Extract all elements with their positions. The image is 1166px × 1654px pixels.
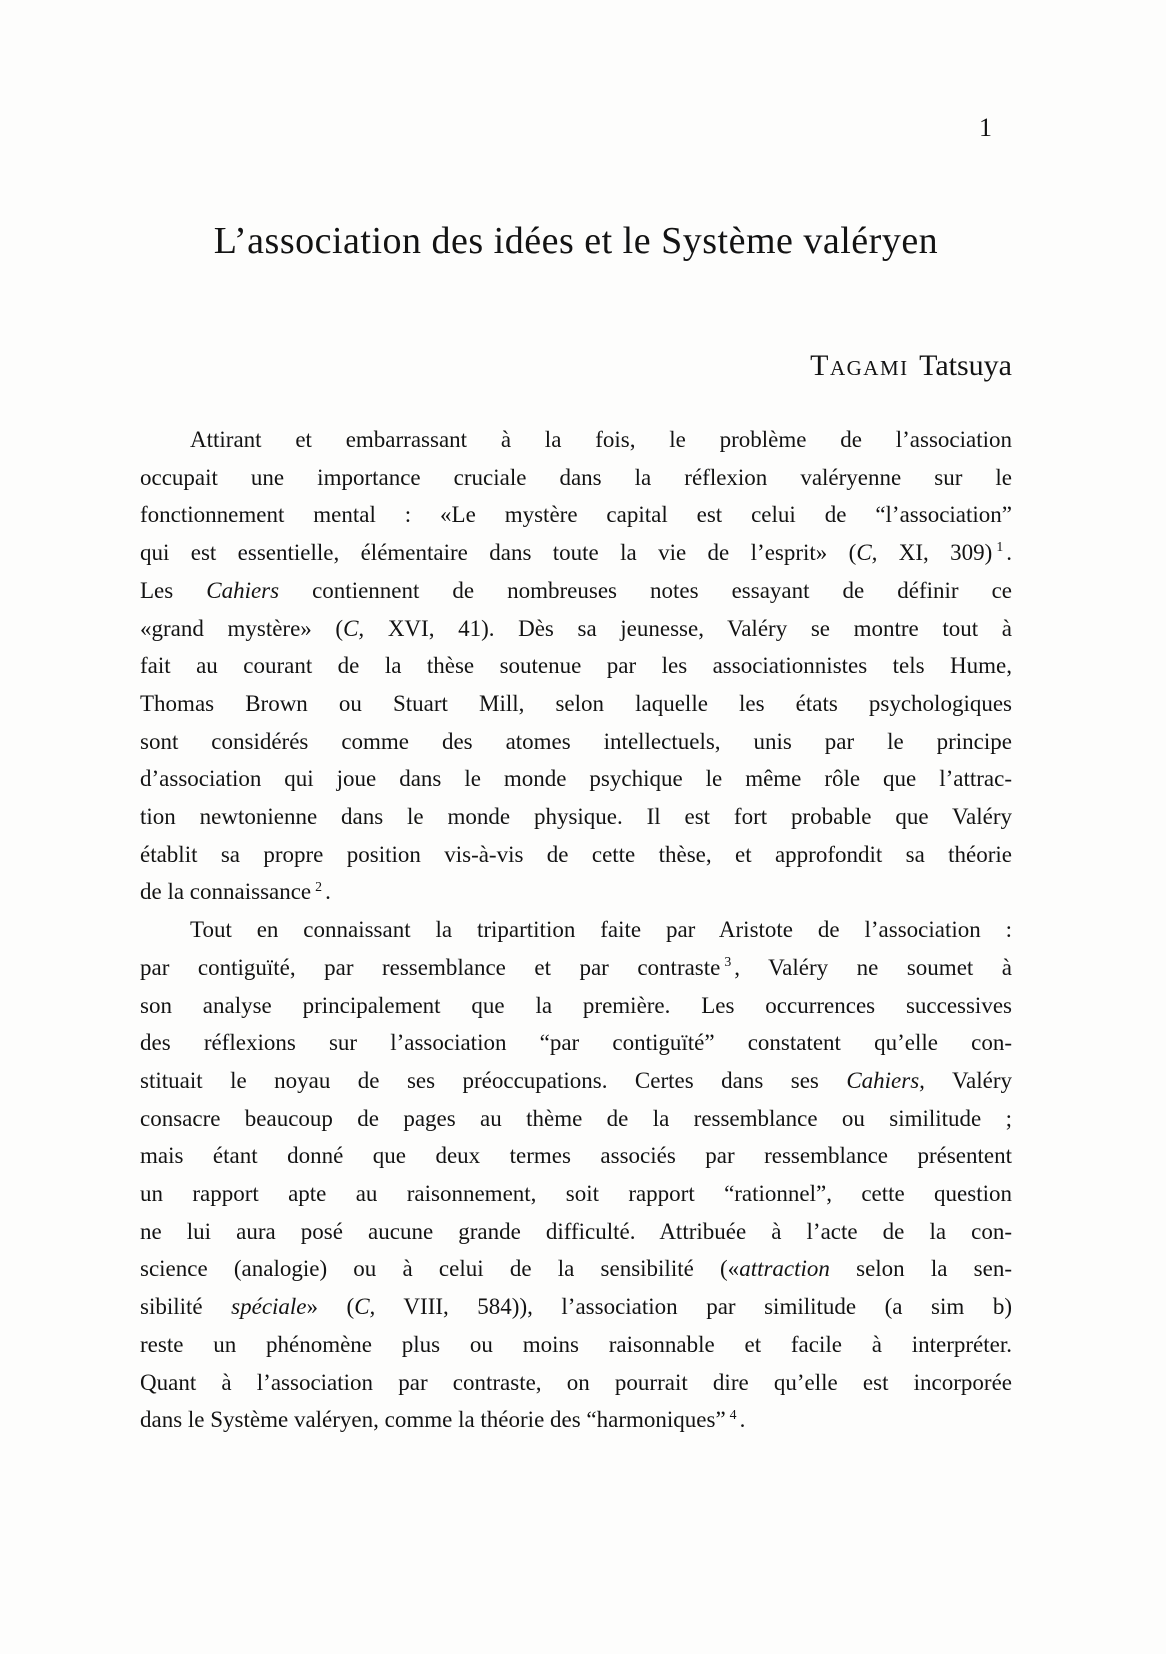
text-line (140, 496, 1012, 534)
text-line (140, 836, 1012, 874)
text-line (140, 1100, 1012, 1138)
page-number: 1 (979, 113, 992, 142)
text-run: dans le Système valéryen, comme la théorie des “harmoniques” (140, 1407, 726, 1433)
text-run: , Valéry ne soumet à (734, 954, 1013, 980)
text-run: stituait le noyau de ses préoccupations. Certes dans ses (140, 1067, 847, 1093)
text-run: contiennent de nombreuses notes essayant de définir ce (279, 577, 1012, 603)
text-line (140, 610, 1012, 648)
italic-run: Cahiers, (846, 1067, 925, 1093)
text-run: . (1006, 540, 1012, 566)
text-line (140, 421, 1012, 459)
author-surname: Tagami (810, 349, 909, 382)
text-run: Attirant et embarrassant à la fois, le problème de l’association (190, 427, 1012, 452)
text-line (140, 760, 1012, 798)
text-run: . (739, 1407, 746, 1433)
text-line (140, 949, 1012, 987)
text-run: Thomas Brown ou Stuart Mill, selon laquelle les états psychologiques (140, 690, 1012, 716)
text-run: reste un phénomène plus ou moins raisonnable et facile à interpréter. (140, 1331, 1012, 1357)
text-line (140, 1250, 1012, 1288)
text-line (140, 1326, 1012, 1364)
text-run: de la connaissance (140, 879, 312, 905)
text-run: » ( (306, 1294, 355, 1320)
text-run: Tout en connaissant la tripartition faite par Aristote de l’association : (190, 917, 1012, 943)
italic-run: C, (856, 540, 878, 566)
text-run: VIII, 584)), l’association par similitude (a sim b) (375, 1294, 1012, 1320)
author-name (140, 348, 1012, 384)
text-line (140, 911, 1012, 949)
text-run: mais étant donné que deux termes associés par ressemblance présentent (140, 1143, 1012, 1169)
text-line (140, 685, 1012, 723)
italic-run: C, (354, 1294, 376, 1320)
text-run: qui est essentielle, élémentaire dans toute la vie de l’esprit» ( (140, 540, 857, 566)
italic-run: C, (343, 615, 365, 641)
text-line (140, 459, 1012, 497)
italic-run: Cahiers (206, 577, 280, 603)
italic-run: attraction (739, 1256, 830, 1282)
footnote-marker: 3 (724, 954, 732, 970)
text-line (140, 1175, 1012, 1213)
text-line (140, 1364, 1012, 1402)
text-run: . (325, 879, 331, 905)
text-line (140, 873, 1012, 911)
text-run: Quant à l’association par contraste, on pourrait dire qu’elle est incorporée (140, 1369, 1012, 1395)
footnote-marker: 2 (315, 878, 323, 894)
text-run: des réflexions sur l’association “par contiguïté” constatent qu’elle con- (140, 1030, 1012, 1056)
text-run: occupait une importance cruciale dans la réflexion valéryenne sur le (140, 464, 1012, 490)
text-run: Les (140, 577, 207, 603)
text-run: ne lui aura posé aucune grande difficulté. Attribuée à l’acte de la con- (140, 1218, 1012, 1244)
text-run: «grand mystère» ( (140, 615, 344, 641)
author-given: Tatsuya (919, 349, 1012, 382)
text-run: XVI, 41). Dès sa jeunesse, Valéry se montre tout à (364, 615, 1012, 641)
text-run: science (analogie) ou à celui de la sensibilité (« (140, 1256, 740, 1282)
text-line (140, 647, 1012, 685)
text-run: par contiguïté, par ressemblance et par contraste (140, 954, 721, 980)
text-run: sibilité (140, 1294, 232, 1320)
text-run: d’association qui joue dans le monde psychique le même rôle que l’attrac- (140, 766, 1012, 792)
footnote-marker: 4 (729, 1406, 737, 1422)
text-run: son analyse principalement que la première. Les occurrences successives (140, 992, 1012, 1018)
text-run: Valéry (924, 1067, 1012, 1093)
text-line (140, 987, 1012, 1025)
text-line (140, 798, 1012, 836)
text-line (140, 1137, 1012, 1175)
page-title: L’association des idées et le Système valéryen (213, 220, 939, 262)
text-line (140, 1213, 1012, 1251)
text-run: fonctionnement mental : «Le mystère capital est celui de “l’association” (140, 502, 1012, 528)
text-line (140, 572, 1012, 610)
text-line (140, 1062, 1012, 1100)
text-line (140, 723, 1012, 761)
text-run: fait au courant de la thèse soutenue par les associationnistes tels Hume, (140, 653, 1012, 679)
text-run: XI, 309) (877, 540, 993, 566)
text-run: tion newtonienne dans le monde physique. Il est fort probable que Valéry (140, 804, 1012, 830)
text-run: selon la sen- (829, 1256, 1013, 1282)
text-run: sont considérés comme des atomes intellectuels, unis par le principe (140, 728, 1012, 754)
text-line (140, 534, 1012, 572)
text-run: consacre beaucoup de pages au thème de la ressemblance ou similitude ; (140, 1105, 1012, 1131)
text-run: un rapport apte au raisonnement, soit rapport “rationnel”, cette question (140, 1181, 1012, 1207)
footnote-marker: 1 (996, 539, 1004, 555)
article-body (140, 421, 1012, 1439)
text-line (140, 1288, 1012, 1326)
text-line (140, 1401, 1012, 1439)
text-run: établit sa propre position vis-à-vis de cette thèse, et approfondit sa théorie (140, 841, 1012, 867)
italic-run: spéciale (231, 1294, 307, 1320)
text-line (140, 1024, 1012, 1062)
